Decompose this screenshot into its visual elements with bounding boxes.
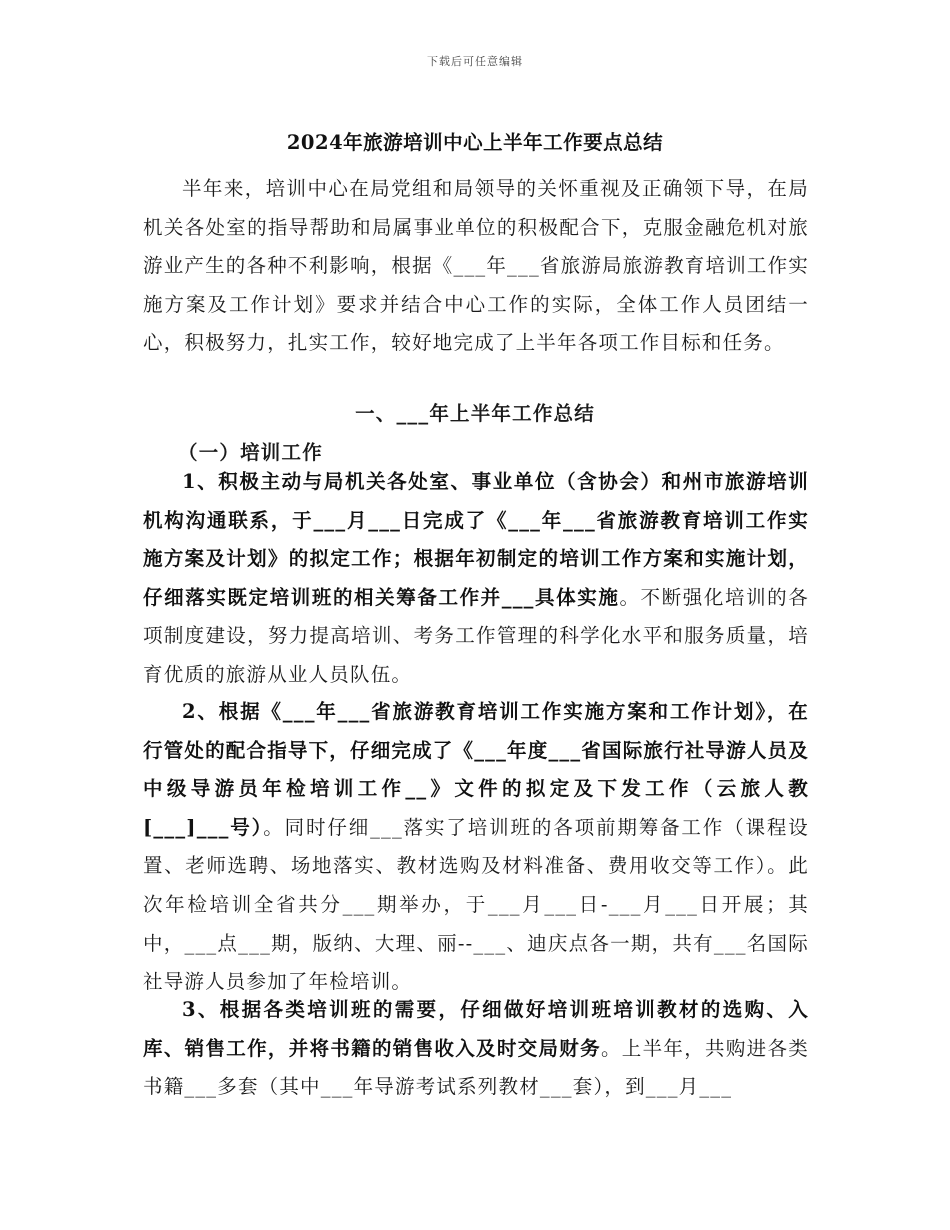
item-3-bold-text: 3、根据各类培训班的需要，仔细做好培训班培训教材的选购、入库、销售工作，并将书籍的销售收入及时交局财务 xyxy=(143,998,809,1060)
item-1-paragraph xyxy=(143,463,809,695)
item-2-paragraph xyxy=(143,693,809,1002)
page-header-note: 下载后可任意编辑 xyxy=(427,55,523,68)
document-title: 2024年旅游培训中心上半年工作要点总结 xyxy=(286,131,664,154)
item-1-normal-text: 。不断强化培训的各项制度建设，努力提高培训、考务工作管理的科学化水平和服务质量，培育优质的旅游从业人员队伍。 xyxy=(143,585,809,686)
item-3-block xyxy=(143,991,809,1107)
item-1-block xyxy=(143,463,809,695)
intro-block xyxy=(143,170,809,363)
item-2-block xyxy=(143,693,809,1002)
item-2-normal-text: 。同时仔细___落实了培训班的各项前期筹备工作（课程设置、老师选聘、场地落实、教材选购及材料准备、费用收交等工作）。此次年检培训全省共分___期举办，于___月___日-___月___日开展；其中，___点___期，版纳、大理、丽--___、迪庆点各一期，共有___名国际社导游人员参加了年检培训。 xyxy=(143,815,809,994)
item-2-bold-text: 2、根据《___年___省旅游教育培训工作实施方案和工作计划》，在行管处的配合指导下，仔细完成了《___年度___省国际旅行社导游人员及中级导游员年检培训工作__》文件的拟定及下发工作（云旅人教[___]___号） xyxy=(143,700,810,839)
item-3-normal-text: 。上半年，共购进各类书籍___多套（其中___年导游考试系列教材___套），到___月___ xyxy=(143,1036,809,1099)
item-1-bold-text: 1、积极主动与局机关各处室、事业单位（含协会）和州市旅游培训机构沟通联系，于___月___日完成了《___年___省旅游教育培训工作实施方案及计划》的拟定工作；根据年初制定的培训工作方案和实施计划，仔细落实既定培训班的相关筹备工作并___具体实施 xyxy=(143,470,809,609)
section-heading-1: 一、___年上半年工作总结 xyxy=(355,402,595,425)
subsection-heading-training: （一）培训工作 xyxy=(178,441,323,464)
item-3-paragraph xyxy=(143,991,809,1107)
intro-paragraph: 半年来，培训中心在局党组和局领导的关怀重视及正确领下导，在局机关各处室的指导帮助和局属事业单位的积极配合下，克服金融危机对旅游业产生的各种不利影响，根据《___年___省旅游局旅游教育培训工作实施方案及工作计划》要求并结合中心工作的实际，全体工作人员团结一心，积极努力，扎实工作，较好地完成了上半年各项工作目标和任务。 xyxy=(143,177,810,355)
